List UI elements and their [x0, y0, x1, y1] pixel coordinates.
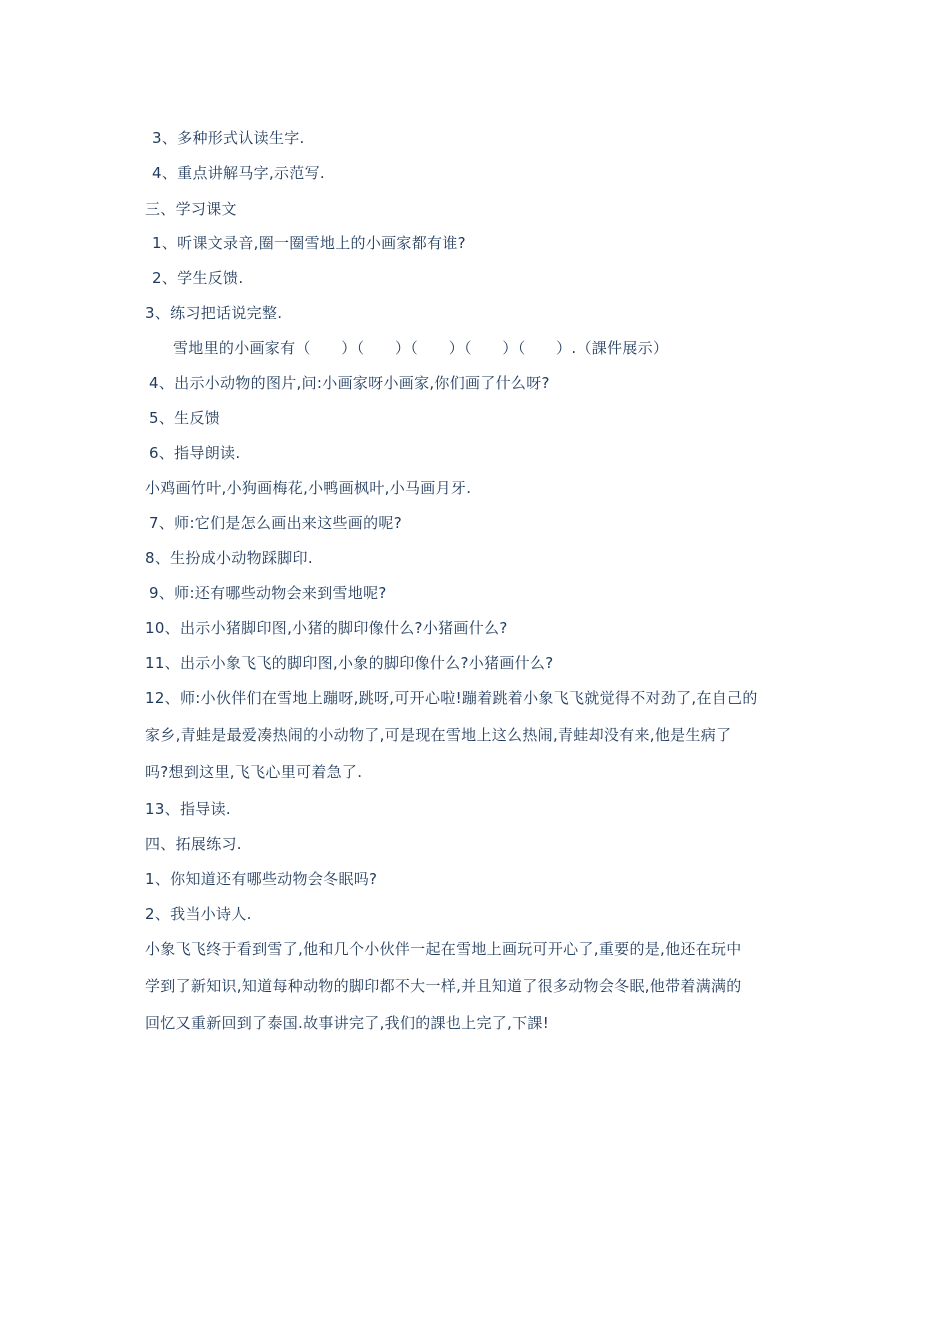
text-line-11: 小鸡画竹叶,小狗画梅花,小鸭画枫叶,小马画月牙. — [145, 479, 472, 497]
section-heading-learn-text: 三、学习课文 — [145, 200, 237, 218]
text-line-15: 10、出示小猪脚印图,小猪的脚印像什么?小猪画什么? — [145, 619, 508, 637]
text-line-16: 11、出示小象飞飞的脚印图,小象的脚印像什么?小猪画什么? — [145, 654, 554, 672]
text-line-20: 13、指导读. — [145, 800, 231, 818]
text-line-19: 吗?想到这里,飞飞心里可着急了. — [145, 763, 363, 781]
text-line-26: 回忆又重新回到了泰国.故事讲完了,我们的課也上完了,下課! — [145, 1014, 550, 1032]
text-line-25: 学到了新知识,知道每种动物的脚印都不大一样,并且知道了很多动物会冬眠,他带着满满的 — [145, 977, 742, 995]
text-line-9: 5、生反馈 — [149, 409, 221, 427]
text-line-17: 12、师:小伙伴们在雪地上蹦呀,跳呀,可开心啦!蹦着跳着小象飞飞就觉得不对劲了,在自己的 — [145, 689, 758, 707]
text-line-24: 小象飞飞终于看到雪了,他和几个小伙伴一起在雪地上画玩可开心了,重要的是,他还在玩中 — [145, 940, 742, 958]
text-line-7: 雪地里的小画家有（ ）（ ）（ ）（ ）（ ）.（課件展示） — [173, 339, 669, 357]
text-line-4: 1、听课文录音,圈一圈雪地上的小画家都有谁? — [152, 234, 466, 252]
text-line-23: 2、我当小诗人. — [145, 905, 252, 923]
section-heading-extension: 四、拓展练习. — [145, 835, 242, 853]
text-line-6: 3、练习把话说完整. — [145, 304, 283, 322]
text-line-14: 9、师:还有哪些动物会来到雪地呢? — [149, 584, 387, 602]
text-line-5: 2、学生反馈. — [152, 269, 244, 287]
text-line-8: 4、出示小动物的图片,问:小画家呀小画家,你们画了什么呀? — [149, 374, 550, 392]
text-line-10: 6、指导朗读. — [149, 444, 241, 462]
text-line-18: 家乡,青蛙是最爱凑热闹的小动物了,可是现在雪地上这么热闹,青蛙却没有来,他是生病了 — [145, 726, 732, 744]
text-line-2: 4、重点讲解马字,示范写. — [152, 164, 325, 182]
text-line-22: 1、你知道还有哪些动物会冬眠吗? — [145, 870, 378, 888]
text-line-1: 3、多种形式认读生字. — [152, 129, 305, 147]
text-line-12: 7、师:它们是怎么画出来这些画的呢? — [149, 514, 402, 532]
text-line-13: 8、生扮成小动物踩脚印. — [145, 549, 313, 567]
